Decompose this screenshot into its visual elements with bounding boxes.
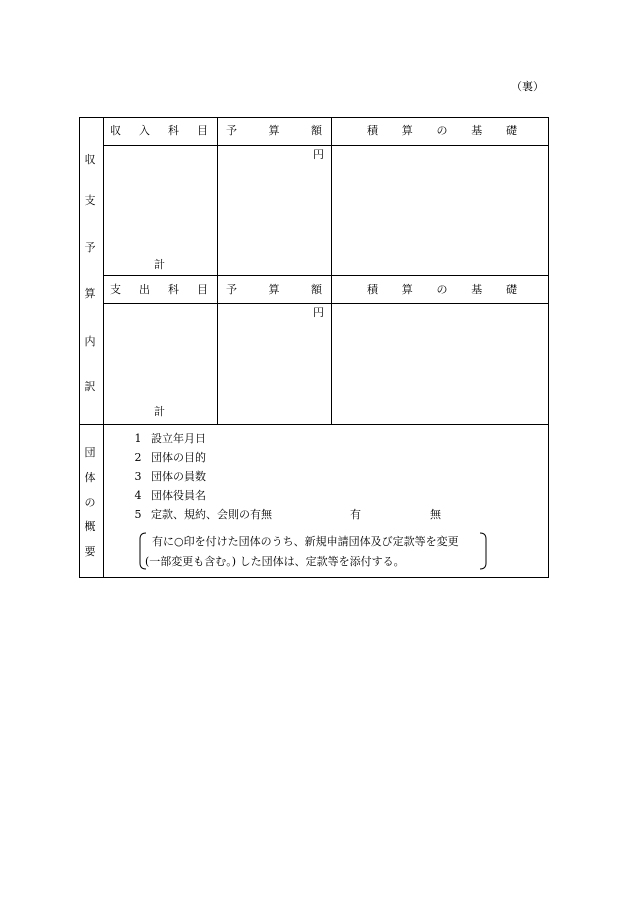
divider: [103, 117, 104, 578]
side-char: 内: [84, 335, 96, 348]
divider: [103, 303, 549, 304]
expense-item-header: 支 出 科 目: [110, 283, 208, 296]
org-item: 5 定款、規約、会則の有無: [134, 508, 272, 521]
income-amount-header: 予 算 額: [226, 124, 322, 137]
side-char: 収: [84, 153, 96, 166]
side-char: 概: [84, 520, 96, 533]
side-char: 体: [84, 471, 96, 484]
side-char: 団: [84, 446, 96, 459]
side-char: 訳: [84, 380, 96, 393]
note-line-1: 有に○印を付けた団体のうち、新規申請団体及び定款等を変更: [152, 535, 459, 548]
side-char: 予: [84, 241, 96, 254]
expense-basis-header: 積 算 の 基 礎: [367, 283, 517, 296]
expense-amount-header: 予 算 額: [226, 283, 322, 296]
side-char: 支: [84, 194, 96, 207]
note-line-2: (一部変更も含む。) した団体は、定款等を添付する。: [145, 555, 405, 568]
side-char: 算: [84, 287, 96, 300]
divider: [103, 275, 549, 276]
divider: [217, 117, 218, 424]
side-char: の: [84, 496, 96, 509]
option-yes[interactable]: 有: [350, 508, 361, 521]
org-item: 2 団体の目的: [134, 451, 206, 464]
org-item: 4 団体役員名: [134, 489, 206, 502]
expense-total-label: 計: [154, 405, 165, 418]
expense-currency-unit: 円: [313, 306, 324, 319]
income-item-header: 収 入 科 目: [110, 124, 208, 137]
income-total-label: 計: [154, 258, 165, 271]
income-basis-header: 積 算 の 基 礎: [367, 124, 517, 137]
org-item: 3 団体の員数: [134, 470, 206, 483]
org-item: 1 設立年月日: [134, 432, 206, 445]
income-currency-unit: 円: [313, 148, 324, 161]
option-no[interactable]: 無: [430, 508, 441, 521]
side-char: 要: [84, 545, 96, 558]
divider: [79, 424, 549, 425]
divider: [331, 117, 332, 424]
page-label: （裏）: [511, 80, 544, 93]
divider: [103, 145, 549, 146]
